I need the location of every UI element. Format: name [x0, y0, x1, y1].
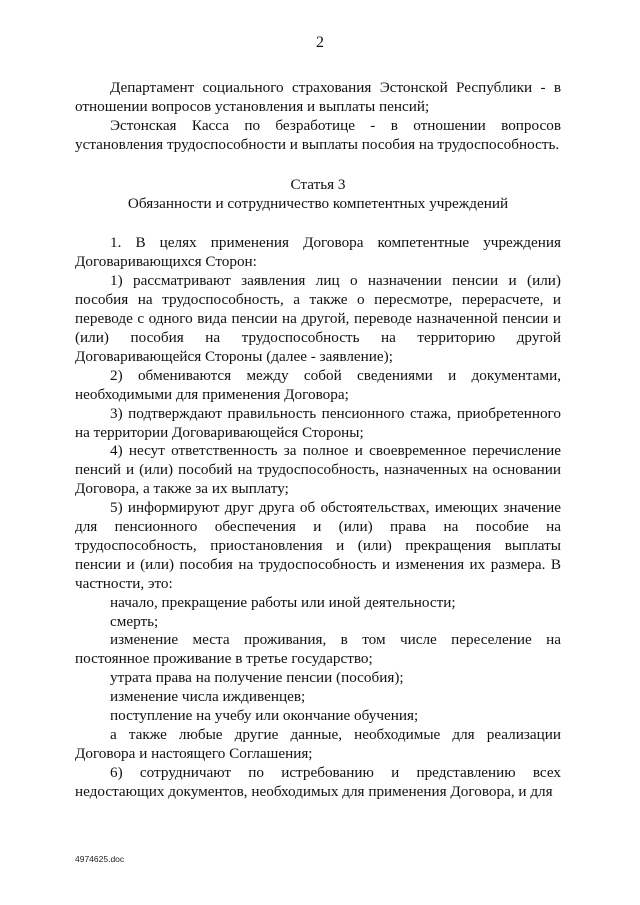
list-item-other-data: а также любые другие данные, необходимые для реализации Договора и настоящего Соглашения; [75, 726, 561, 762]
subclause-4: 4) несут ответственность за полное и своевременное перечисление пенсий и (или) пособий на трудоспособность, назначенных на основании Договора, а также за их выплату; [75, 442, 561, 498]
paragraph-unemployment-fund: Эстонская Касса по безработице - в отношении вопросов установления трудоспособности и выплаты пособия на трудоспособность. [75, 116, 561, 153]
list-item-residence-change: изменение места проживания, в том числе переселение на постоянное проживание в третье государство; [75, 631, 561, 668]
subclause-5: 5) информируют друг друга об обстоятельствах, имеющих значение для пенсионного обеспечения и (или) права на пособие на трудоспособность, приостановления и (или) прекращения выплаты пенсии и (или) пособия на трудоспособность и изменения их размера. В частности, это: [75, 499, 561, 592]
subclause-1: 1) рассматривают заявления лиц о назначении пенсии и (или) пособия на трудоспособность, а также о пересмотре, перерасчете, и переводе с одного вида пенсии на другой, переводе назначенной пенсии и (или) пособия на трудоспособность на территорию другой Договаривающейся Стороны (далее - заявление); [75, 272, 561, 365]
subclause-3: 3) подтверждают правильность пенсионного стажа, приобретенного на территории Договаривающейся Стороны; [75, 404, 561, 441]
list-item-studies: поступление на учебу или окончание обучения; [110, 707, 419, 725]
list-item-death: смерть; [110, 612, 159, 630]
list-item-dependants: изменение числа иждивенцев; [110, 688, 306, 706]
footer-document-code: 4974625.doc [75, 854, 125, 864]
paragraph-social-insurance: Департамент социального страхования Эстонской Республики - в отношении вопросов установления и выплаты пенсий; [75, 79, 561, 115]
list-item-loss-of-right: утрата права на получение пенсии (пособия); [110, 669, 404, 687]
article-subtitle: Обязанности и сотрудничество компетентных учреждений [127, 194, 509, 212]
document-body [75, 79, 561, 802]
clause-1-intro: 1. В целях применения Договора компетентные учреждения Договаривающихся Сторон: [75, 234, 561, 271]
list-item-work-start-end: начало, прекращение работы или иной деятельности; [110, 593, 456, 611]
article-title: Статья 3 [290, 175, 346, 193]
subclause-2: 2) обмениваются между собой сведениями и документами, необходимыми для применения Договора; [75, 366, 561, 403]
subclause-6: 6) сотрудничают по истребованию и представлению всех недостающих документов, необходимых для применения Договора, и для [75, 763, 561, 800]
page-number: 2 [316, 34, 324, 51]
